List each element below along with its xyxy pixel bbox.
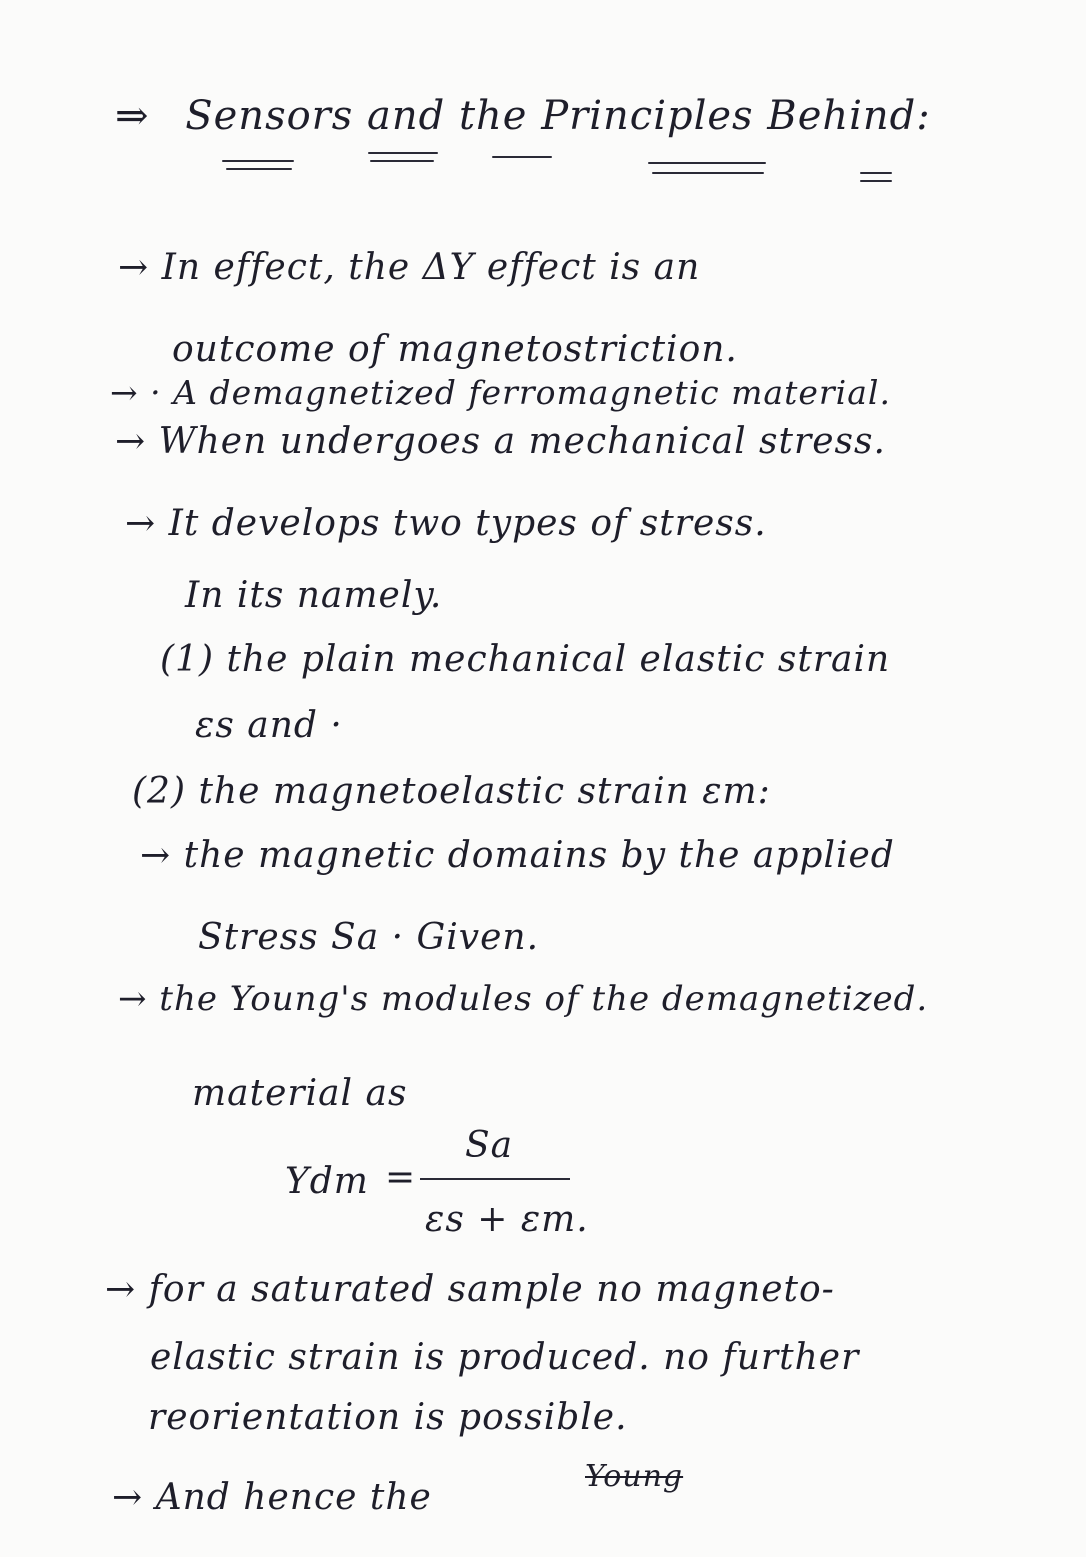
note-line: In its namely. [185,575,443,616]
underline-mark [652,172,764,174]
underline-mark [492,156,552,158]
heading-text: Sensors and the Principles Behind: [185,93,931,139]
note-line: εs and · [195,705,343,746]
underline-mark [860,172,892,174]
formula-lhs: Ydm [285,1161,369,1202]
note-line: elastic strain is produced. no further [150,1337,860,1378]
note-line: → When undergoes a mechanical stress. [115,421,886,462]
formula-equals: = [385,1157,417,1198]
underline-mark [222,160,294,162]
underline-mark [368,152,438,154]
formula-denominator: εs + εm. [425,1199,589,1240]
fraction-bar [420,1178,570,1180]
note-line: → for a saturated sample no magneto- [105,1269,835,1310]
double-arrow-icon: ⇒ [115,93,150,139]
note-line: → It develops two types of stress. [125,503,767,544]
underline-mark [860,180,892,182]
note-line: outcome of magnetostriction. [172,329,738,370]
heading [115,93,931,139]
note-line: → the magnetic domains by the applied [140,835,895,876]
note-line: → · A demagnetized ferromagnetic material. [110,373,891,412]
note-line: Stress Sa · Given. [198,917,540,958]
struck-word: Young [585,1459,684,1494]
note-line: → In effect, the ΔY effect is an [118,247,701,288]
note-line: (1) the plain mechanical elastic strain [160,639,891,680]
underline-mark [226,168,292,170]
underline-mark [370,160,434,162]
formula-numerator: Sa [465,1125,514,1166]
note-line: material as [192,1073,408,1114]
underline-mark [648,162,766,164]
note-line: → the Young's modules of the demagnetized. [118,979,929,1019]
note-line: (2) the magnetoelastic strain εm: [132,771,771,812]
note-line: reorientation is possible. [148,1397,628,1438]
note-line: → And hence the [112,1477,432,1518]
